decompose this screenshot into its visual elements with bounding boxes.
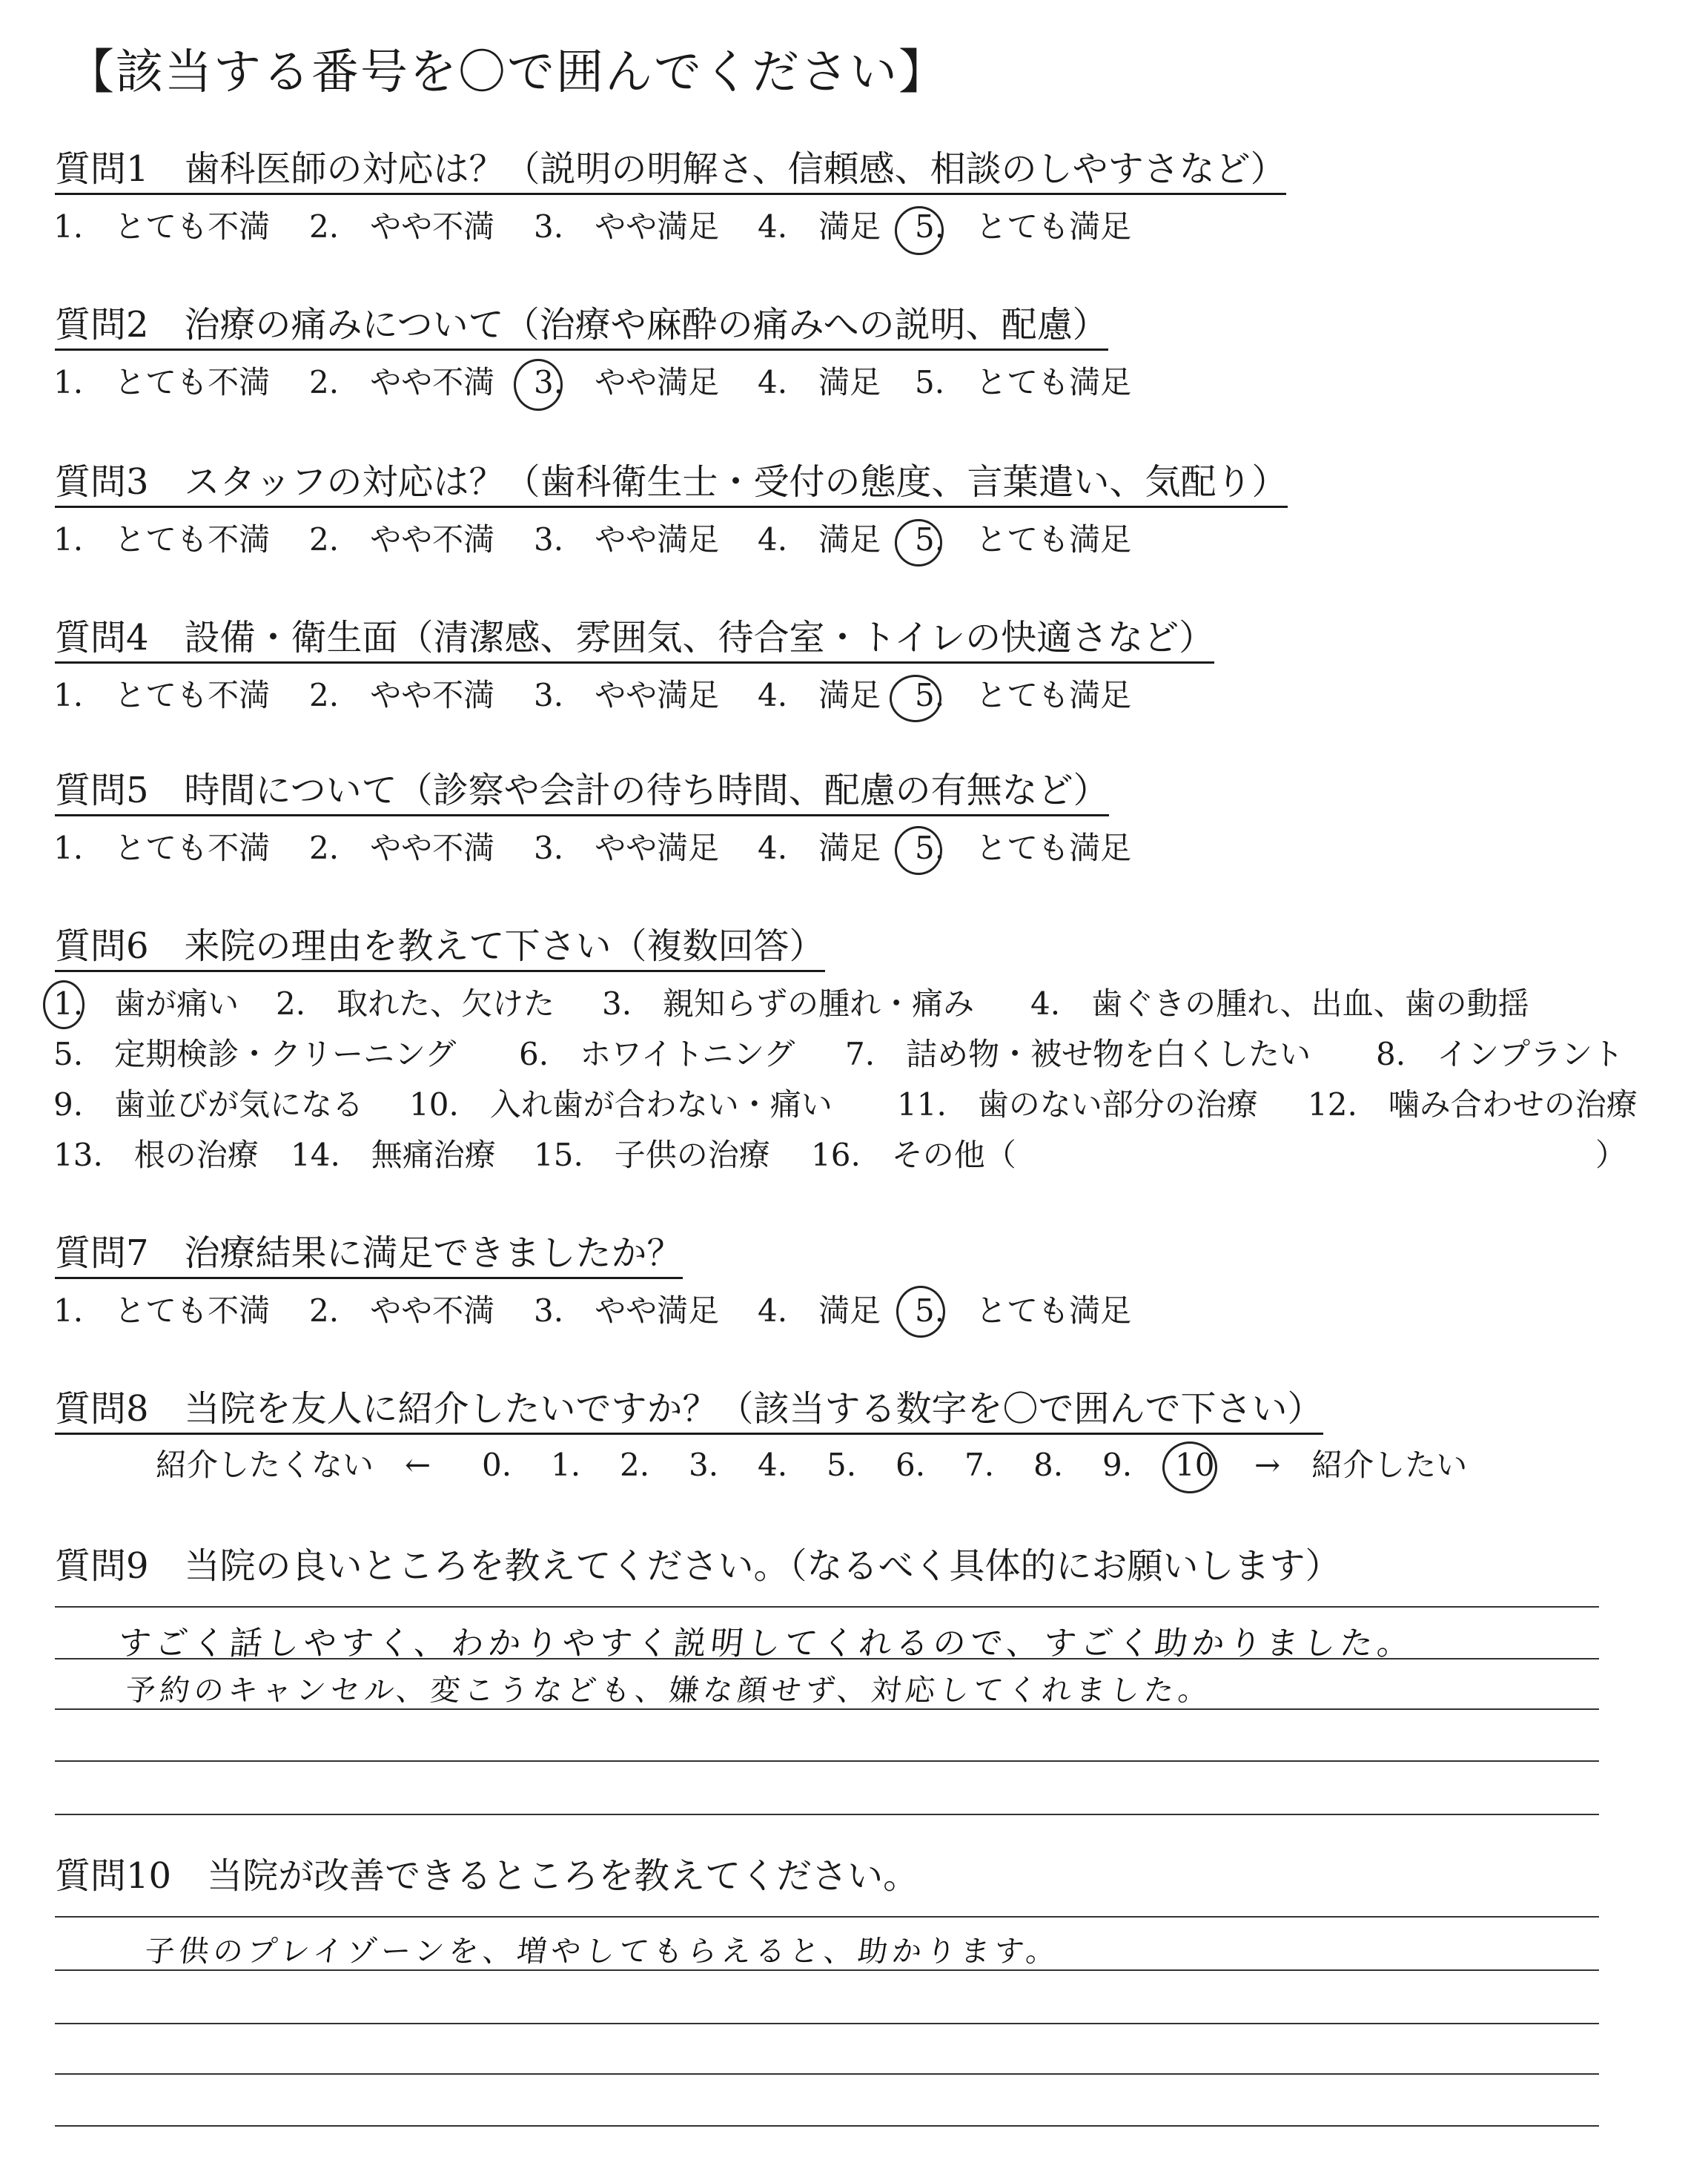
q4-selection-circle	[890, 675, 941, 722]
q9-writing-line-4	[55, 1760, 1599, 1762]
q6-option-16[interactable]: 16. その他（	[811, 1137, 1016, 1173]
q1-option-5[interactable]: 5. とても満足	[915, 208, 1132, 245]
q7-option-2[interactable]: 2. やや不満	[309, 1292, 495, 1329]
q5-option-1[interactable]: 1. とても不満	[53, 830, 271, 866]
q6-option-13[interactable]: 13. 根の治療	[53, 1137, 259, 1173]
q9-writing-line-1	[55, 1606, 1599, 1608]
q6-selection-circle	[43, 980, 85, 1029]
q7-option-3[interactable]: 3. やや満足	[534, 1292, 720, 1329]
q5-option-4[interactable]: 4. 満足	[758, 830, 881, 866]
page-title: 【該当する番号を〇で囲んでください】	[67, 45, 947, 100]
question-4: 質問4 設備・衛生面（清潔感、雰囲気、待合室・トイレの快適さなど）	[55, 615, 1214, 664]
q10-writing-line-5	[55, 2125, 1599, 2127]
q7-option-4[interactable]: 4. 満足	[758, 1292, 881, 1329]
q8-selection-circle	[1162, 1441, 1217, 1493]
q8-option-4[interactable]: 4.	[758, 1447, 788, 1483]
q8-option-3[interactable]: 3.	[689, 1447, 719, 1483]
q3-option-1[interactable]: 1. とても不満	[53, 521, 271, 558]
q6-option-6[interactable]: 6. ホワイトニング	[519, 1036, 795, 1072]
q6-option-5[interactable]: 5. 定期検診・クリーニング	[53, 1036, 457, 1072]
q2-selection-circle	[514, 359, 563, 411]
q1-selection-circle	[895, 206, 944, 255]
q6-option-10[interactable]: 10. 入れ歯が合わない・痛い	[409, 1086, 833, 1123]
q8-option-9[interactable]: 9.	[1102, 1447, 1133, 1483]
q6-option-1[interactable]: 1. 歯が痛い	[53, 985, 239, 1022]
q10-writing-line-3	[55, 2023, 1599, 2024]
q8-option-2[interactable]: 2.	[620, 1447, 650, 1483]
question-7: 質問7 治療結果に満足できましたか？	[55, 1231, 683, 1279]
q6-option-2[interactable]: 2. 取れた、欠けた	[276, 985, 555, 1022]
q8-option-5[interactable]: 5.	[827, 1447, 857, 1483]
question-9: 質問9 当院の良いところを教えてください。（なるべく具体的にお願いします）	[55, 1545, 1341, 1587]
q8-option-10[interactable]: 10	[1175, 1447, 1215, 1483]
q2-option-2[interactable]: 2. やや不満	[309, 364, 495, 400]
q8-left-label: 紹介したくない ←	[156, 1447, 431, 1483]
q6-option-9[interactable]: 9. 歯並びが気になる	[53, 1086, 364, 1123]
q3-option-3[interactable]: 3. やや満足	[534, 521, 720, 558]
q8-option-7[interactable]: 7.	[964, 1447, 995, 1483]
q3-option-2[interactable]: 2. やや不満	[309, 521, 495, 558]
q4-option-1[interactable]: 1. とても不満	[53, 677, 271, 713]
q4-option-3[interactable]: 3. やや満足	[534, 677, 720, 713]
q2-option-3[interactable]: 3. やや満足	[534, 364, 720, 400]
q10-writing-line-1	[55, 1916, 1599, 1918]
q2-option-5[interactable]: 5. とても満足	[915, 364, 1132, 400]
q3-option-4[interactable]: 4. 満足	[758, 521, 881, 558]
q9-answer-line-2[interactable]: 予約のキャンセル、変こうなども、嫌な顔せず、対応してくれました。	[124, 1674, 1214, 1708]
q4-option-2[interactable]: 2. やや不満	[309, 677, 495, 713]
q6-option-4[interactable]: 4. 歯ぐきの腫れ、出血、歯の動揺	[1030, 985, 1529, 1022]
question-3: 質問3 スタッフの対応は？（歯科衛生士・受付の態度、言葉遣い、気配り）	[55, 460, 1288, 508]
q3-selection-circle	[895, 519, 942, 567]
q1-option-3[interactable]: 3. やや満足	[534, 208, 720, 245]
q4-option-4[interactable]: 4. 満足	[758, 677, 881, 713]
question-1: 質問1 歯科医師の対応は？（説明の明解さ、信頼感、相談のしやすさなど）	[55, 147, 1286, 195]
question-8: 質問8 当院を友人に紹介したいですか？（該当する数字を〇で囲んで下さい）	[55, 1387, 1323, 1435]
q5-selection-circle	[895, 826, 942, 875]
q2-option-4[interactable]: 4. 満足	[758, 364, 881, 400]
q6-option-12[interactable]: 12. 噛み合わせの治療	[1308, 1086, 1638, 1123]
q8-option-0[interactable]: 0.	[482, 1447, 512, 1483]
q5-option-2[interactable]: 2. やや不満	[309, 830, 495, 866]
q8-right-label: → 紹介したい	[1254, 1447, 1468, 1483]
q8-option-8[interactable]: 8.	[1033, 1447, 1064, 1483]
q10-answer-line-1[interactable]: 子供のプレイゾーンを、増やしてもらえると、助かります。	[143, 1935, 1062, 1969]
q3-option-5[interactable]: 5. とても満足	[915, 521, 1132, 558]
q5-option-3[interactable]: 3. やや満足	[534, 830, 720, 866]
q6-other-close-paren: ）	[1595, 1137, 1627, 1173]
q2-option-1[interactable]: 1. とても不満	[53, 364, 271, 400]
q7-selection-circle	[896, 1286, 945, 1338]
q1-option-1[interactable]: 1. とても不満	[53, 208, 271, 245]
q8-option-6[interactable]: 6.	[896, 1447, 926, 1483]
q7-option-1[interactable]: 1. とても不満	[53, 1292, 271, 1329]
q6-option-15[interactable]: 15. 子供の治療	[534, 1137, 770, 1173]
q5-option-5[interactable]: 5. とても満足	[915, 830, 1132, 866]
q6-option-3[interactable]: 3. 親知らずの腫れ・痛み	[602, 985, 975, 1022]
q10-writing-line-4	[55, 2073, 1599, 2075]
q6-option-11[interactable]: 11. 歯のない部分の治療	[897, 1086, 1258, 1123]
q9-writing-line-5	[55, 1814, 1599, 1815]
q1-option-4[interactable]: 4. 満足	[758, 208, 881, 245]
q8-option-1[interactable]: 1.	[551, 1447, 581, 1483]
question-6: 質問6 来院の理由を教えて下さい（複数回答）	[55, 924, 825, 972]
q4-option-5[interactable]: 5. とても満足	[915, 677, 1132, 713]
q6-option-7[interactable]: 7. 詰め物・被せ物を白くしたい	[845, 1036, 1311, 1072]
q9-answer-line-1[interactable]: すごく話しやすく、わかりやすく説明してくれるので、すごく助かりました。	[116, 1625, 1417, 1662]
q1-option-2[interactable]: 2. やや不満	[309, 208, 495, 245]
q6-option-8[interactable]: 8. インプラント	[1376, 1036, 1624, 1072]
question-5: 質問5 時間について（診察や会計の待ち時間、配慮の有無など）	[55, 768, 1109, 816]
q7-option-5[interactable]: 5. とても満足	[915, 1292, 1132, 1329]
question-10: 質問10 当院が改善できるところを教えてください。	[55, 1855, 919, 1897]
q6-option-14[interactable]: 14. 無痛治療	[291, 1137, 496, 1173]
question-2: 質問2 治療の痛みについて（治療や麻酔の痛みへの説明、配慮）	[55, 303, 1108, 351]
